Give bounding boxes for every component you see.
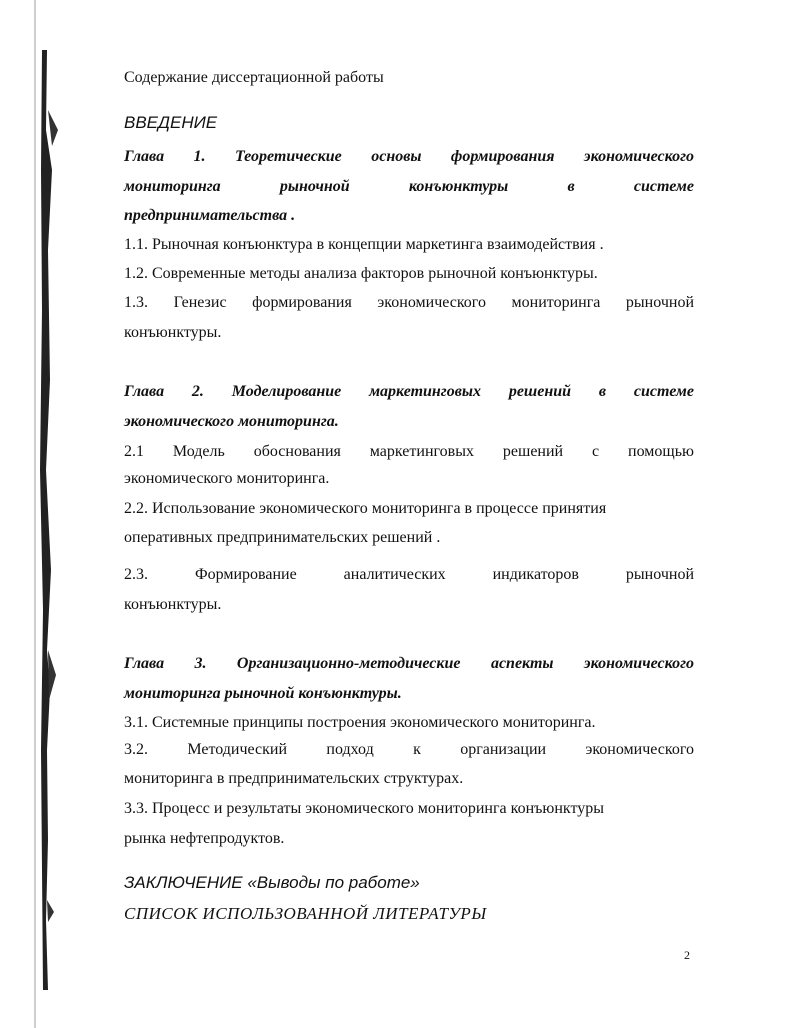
toc-item-3-2-line-1: 3.2. Методический подход к организации экономического (124, 741, 694, 758)
scan-edge (34, 0, 36, 1028)
toc-item-1-1: 1.1. Рыночная конъюнктура в концепции маркетинга взаимодействия . (124, 236, 604, 253)
chapter-3-heading-line-1: Глава 3. Организационно-методические аспекты экономического (124, 655, 694, 672)
toc-item-2-2-line-2: оперативных предпринимательских решений . (124, 529, 441, 546)
chapter-2-heading-line-1: Глава 2. Моделирование маркетинговых решений в системе (124, 383, 694, 400)
toc-title: Содержание диссертационной работы (124, 69, 384, 86)
toc-item-2-1-line-1: 2.1 Модель обоснования маркетинговых решений с помощью (124, 443, 694, 460)
conclusion-heading: ЗАКЛЮЧЕНИЕ «Выводы по работе» (124, 873, 420, 892)
toc-item-2-1-line-2: экономического мониторинга. (124, 470, 330, 487)
chapter-2-heading-line-2: экономического мониторинга. (124, 413, 339, 430)
page-number: 2 (684, 948, 690, 962)
intro-heading: ВВЕДЕНИЕ (124, 113, 218, 132)
chapter-1-heading-line-3: предпринимательства . (124, 207, 296, 224)
chapter-1-heading-line-2: мониторинга рыночной конъюнктуры в системе (124, 178, 694, 195)
references-heading: СПИСОК ИСПОЛЬЗОВАННОЙ ЛИТЕРАТУРЫ (124, 904, 487, 923)
toc-item-2-3-line-1: 2.3. Формирование аналитических индикаторов рыночной (124, 566, 694, 583)
toc-item-2-2-line-1: 2.2. Использование экономического мониторинга в процессе принятия (124, 500, 607, 517)
toc-item-3-1: 3.1. Системные принципы построения экономического мониторинга. (124, 714, 596, 731)
toc-item-1-3-line-1: 1.3. Генезис формирования экономического мониторинга рыночной (124, 294, 694, 311)
chapter-3-heading-line-2: мониторинга рыночной конъюнктуры. (124, 685, 402, 702)
toc-item-3-3-line-2: рынка нефтепродуктов. (124, 830, 285, 847)
toc-item-2-3-line-2: конъюнктуры. (124, 596, 222, 613)
binding-shadow (38, 50, 68, 990)
toc-item-1-3-line-2: конъюнктуры. (124, 324, 222, 341)
toc-item-1-2: 1.2. Современные методы анализа факторов рыночной конъюнктуры. (124, 265, 598, 282)
chapter-1-heading-line-1: Глава 1. Теоретические основы формирования экономического (124, 148, 694, 165)
toc-item-3-2-line-2: мониторинга в предпринимательских структурах. (124, 770, 464, 787)
toc-item-3-3-line-1: 3.3. Процесс и результаты экономического мониторинга конъюнктуры (124, 800, 605, 817)
